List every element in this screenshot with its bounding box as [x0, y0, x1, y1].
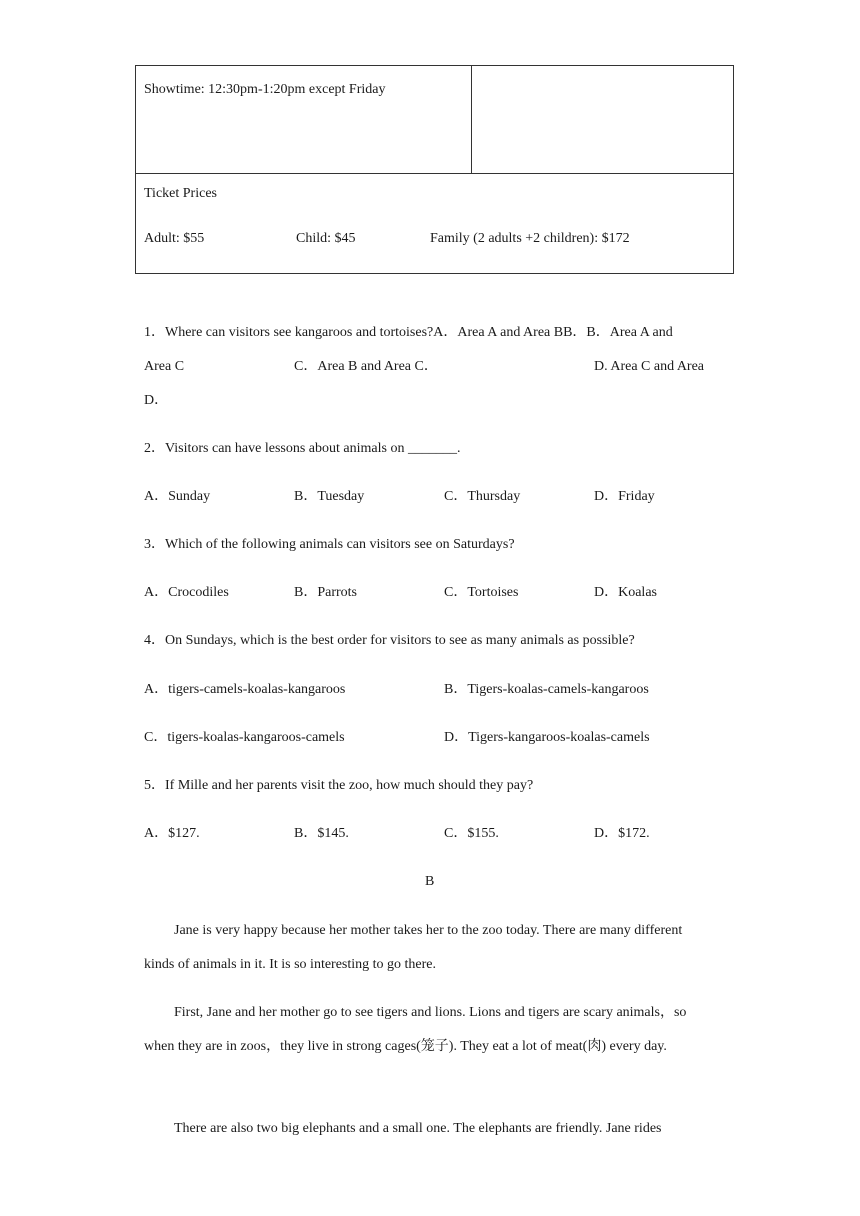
question-4-option-a: A．tigers-camels-koalas-kangaroos	[144, 682, 346, 697]
question-3-option-b: B．Parrots	[294, 585, 357, 600]
question-2-option-d: D．Friday	[594, 489, 655, 504]
question-2-option-a: A．Sunday	[144, 489, 211, 504]
showtime-text: Showtime: 12:30pm-1:20pm except Friday	[144, 82, 386, 97]
question-2-option-b: B．Tuesday	[294, 489, 365, 504]
question-3-option-d: D．Koalas	[594, 585, 657, 600]
question-1-option-d-cont: D．	[144, 393, 169, 408]
question-1-option-d: D. Area C and Area	[594, 359, 705, 374]
question-2-stem: 2．Visitors can have lessons about animals on _______.	[144, 441, 461, 456]
question-5-option-d: D．$172.	[594, 826, 650, 841]
section-heading: B	[425, 874, 435, 889]
adult-price: Adult: $55	[144, 231, 205, 246]
showtime-cell	[136, 66, 472, 173]
question-5-stem: 5．If Mille and her parents visit the zoo, how much should they pay?	[144, 778, 534, 793]
question-5-option-b: B．$145.	[294, 826, 349, 841]
question-1-stem: 1．Where can visitors see kangaroos and tortoises?A．Area A and Area BB．B．Area A and	[144, 325, 673, 340]
question-4-option-c: C．tigers-koalas-kangaroos-camels	[144, 730, 345, 745]
question-4-option-d: D．Tigers-kangaroos-koalas-camels	[444, 730, 650, 745]
passage-paragraph-1-text: Jane is very happy because her mother takes her to the zoo today. There are many different kinds of animals in it. It is so interesting to go there.	[144, 923, 683, 972]
ticket-info-table	[135, 65, 734, 274]
passage-paragraph-2	[144, 996, 714, 1064]
question-5-option-c: C．$155.	[444, 826, 499, 841]
question-3-option-a: A．Crocodiles	[144, 585, 229, 600]
passage-paragraph-1	[144, 914, 714, 982]
empty-cell	[472, 66, 733, 173]
question-4-option-b: B．Tigers-koalas-camels-kangaroos	[444, 682, 649, 697]
question-2-option-c: C．Thursday	[444, 489, 521, 504]
ticket-prices-heading: Ticket Prices	[144, 186, 217, 201]
passage-paragraph-3-text: There are also two big elephants and a small one. The elephants are friendly. Jane rides	[174, 1121, 662, 1136]
question-3-stem: 3．Which of the following animals can visitors see on Saturdays?	[144, 537, 515, 552]
question-4-stem: 4．On Sundays, which is the best order for visitors to see as many animals as possible?	[144, 633, 635, 648]
question-1-option-c: C．Area B and Area C．	[294, 359, 438, 374]
showtime-row	[136, 66, 733, 174]
child-price: Child: $45	[296, 231, 356, 246]
question-5-option-a: A．$127.	[144, 826, 200, 841]
question-1-option-a: Area C	[144, 359, 185, 374]
passage-paragraph-2-text: First, Jane and her mother go to see tigers and lions. Lions and tigers are scary animals，so when they are in zoos，they live in strong cages(笼子). They eat a lot of meat(肉) every day.	[144, 1005, 687, 1054]
passage-paragraph-3	[144, 1112, 714, 1146]
family-price: Family (2 adults +2 children): $172	[430, 231, 630, 246]
question-3-option-c: C．Tortoises	[444, 585, 519, 600]
